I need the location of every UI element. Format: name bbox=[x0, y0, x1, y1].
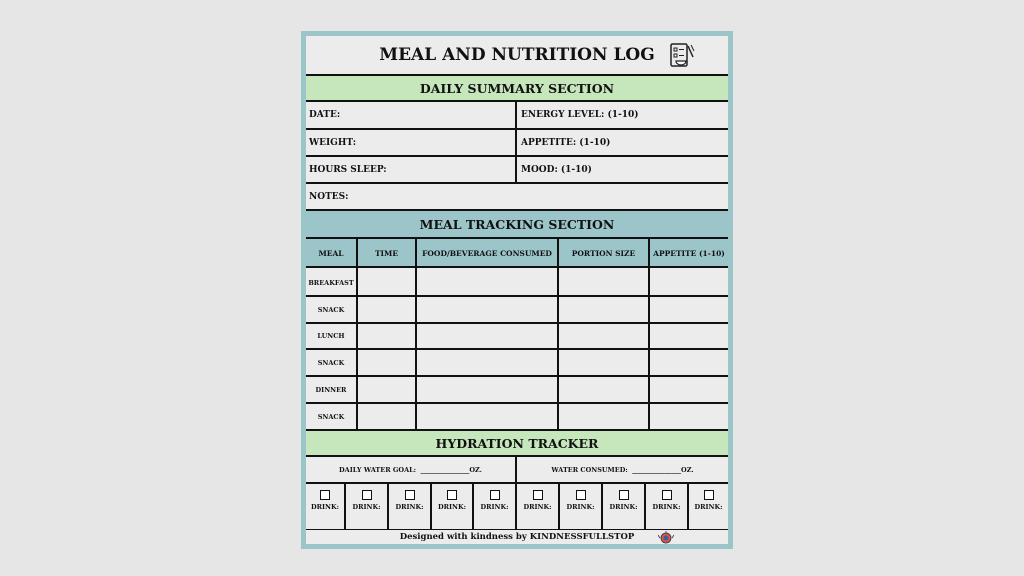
meal-col-line-2 bbox=[415, 239, 417, 429]
water-goal-label: DAILY WATER GOAL: bbox=[339, 465, 417, 474]
daily-summary-heading-text: DAILY SUMMARY SECTION bbox=[419, 80, 615, 96]
title-row bbox=[306, 36, 728, 76]
daily-summary-heading bbox=[306, 76, 728, 102]
drink-checkbox[interactable] bbox=[405, 490, 415, 500]
logo-icon bbox=[658, 530, 674, 549]
drink-label: DRINK: bbox=[352, 503, 381, 511]
appetite-field[interactable] bbox=[518, 130, 728, 155]
meal-tracking-heading-text: MEAL TRACKING SECTION bbox=[419, 216, 615, 232]
drink-checkbox[interactable] bbox=[362, 490, 372, 500]
drink-2[interactable] bbox=[346, 484, 387, 530]
drink-checkbox[interactable] bbox=[576, 490, 586, 500]
date-field[interactable] bbox=[306, 102, 515, 128]
meal-row-snack-2: SNACK bbox=[317, 358, 345, 367]
meal-row-line-2 bbox=[306, 322, 728, 324]
log-sheet bbox=[301, 31, 733, 549]
notes-label: NOTES: bbox=[309, 191, 349, 202]
meal-row-dinner: DINNER bbox=[315, 385, 347, 394]
sleep-field[interactable] bbox=[306, 157, 515, 182]
water-goal-field[interactable] bbox=[306, 457, 515, 482]
meal-row-line-3 bbox=[306, 348, 728, 350]
drink-label: DRINK: bbox=[310, 503, 340, 511]
summary-divider bbox=[515, 102, 517, 183]
drink-label: DRINK: bbox=[609, 503, 638, 511]
drink-checkbox[interactable] bbox=[662, 490, 672, 500]
drink-7[interactable] bbox=[560, 484, 601, 530]
footer-text: Designed with kindness by KINDNESSFULLSTOP bbox=[399, 532, 635, 542]
meal-row-snack-1: SNACK bbox=[317, 305, 345, 314]
drink-9[interactable] bbox=[646, 484, 687, 530]
weight-label: WEIGHT: bbox=[309, 137, 357, 148]
meal-row-snack-3: SNACK bbox=[317, 412, 345, 421]
hydration-heading-text: HYDRATION TRACKER bbox=[435, 435, 599, 451]
col-time: TIME bbox=[374, 249, 399, 258]
meal-col-line-3 bbox=[557, 239, 559, 429]
mood-field[interactable] bbox=[518, 157, 728, 182]
drink-label: DRINK: bbox=[694, 503, 723, 511]
drink-checkbox[interactable] bbox=[490, 490, 500, 500]
drink-label: DRINK: bbox=[652, 503, 681, 511]
checklist-icon bbox=[668, 42, 696, 74]
appetite-label: APPETITE: (1-10) bbox=[521, 137, 611, 148]
water-consumed-field[interactable] bbox=[517, 457, 728, 482]
meal-col-line-1 bbox=[356, 239, 358, 429]
drink-4[interactable] bbox=[432, 484, 472, 530]
weight-field[interactable] bbox=[306, 130, 515, 155]
drink-label: DRINK: bbox=[480, 503, 509, 511]
meal-row-line-1 bbox=[306, 295, 728, 297]
drink-3[interactable] bbox=[389, 484, 430, 530]
meal-row-line-5 bbox=[306, 402, 728, 404]
hydration-heading bbox=[306, 431, 728, 457]
drink-5[interactable] bbox=[474, 484, 515, 530]
sleep-label: HOURS SLEEP: bbox=[309, 164, 387, 175]
drink-1[interactable] bbox=[306, 484, 344, 530]
drink-label: DRINK: bbox=[395, 503, 424, 511]
drink-checkbox[interactable] bbox=[447, 490, 457, 500]
water-consumed-blank: _______________OZ. bbox=[632, 465, 694, 474]
mood-label: MOOD: (1-10) bbox=[521, 164, 592, 175]
water-consumed-label: WATER CONSUMED: bbox=[551, 465, 628, 474]
drink-checkbox[interactable] bbox=[704, 490, 714, 500]
meal-row-lunch: LUNCH bbox=[317, 332, 345, 340]
log-sheet-inner bbox=[306, 36, 728, 544]
drink-8[interactable] bbox=[603, 484, 644, 530]
meal-row-line-4 bbox=[306, 375, 728, 377]
notes-field[interactable] bbox=[306, 184, 728, 209]
col-portion: PORTION SIZE bbox=[571, 249, 636, 258]
drink-checkbox[interactable] bbox=[533, 490, 543, 500]
col-food: FOOD/BEVERAGE CONSUMED bbox=[422, 249, 552, 258]
drink-label: DRINK: bbox=[437, 503, 467, 511]
drink-checkbox[interactable] bbox=[619, 490, 629, 500]
meal-tracking-heading bbox=[306, 211, 728, 239]
drink-label: DRINK: bbox=[566, 503, 595, 511]
meal-row-breakfast: BREAKFAST bbox=[308, 278, 354, 287]
date-label: DATE: bbox=[309, 110, 341, 120]
page-title: MEAL AND NUTRITION LOG bbox=[379, 45, 655, 65]
drink-10[interactable] bbox=[689, 484, 728, 530]
meal-col-line-4 bbox=[648, 239, 650, 429]
drink-checkbox[interactable] bbox=[320, 490, 330, 500]
energy-field[interactable] bbox=[518, 102, 728, 128]
col-appetite: APPETITE (1-10) bbox=[653, 249, 725, 258]
energy-label: ENERGY LEVEL: (1-10) bbox=[521, 110, 639, 120]
col-meal: MEAL bbox=[318, 249, 344, 258]
drink-label: DRINK: bbox=[523, 503, 552, 511]
drink-6[interactable] bbox=[517, 484, 558, 530]
water-goal-blank: _______________OZ. bbox=[420, 465, 482, 474]
